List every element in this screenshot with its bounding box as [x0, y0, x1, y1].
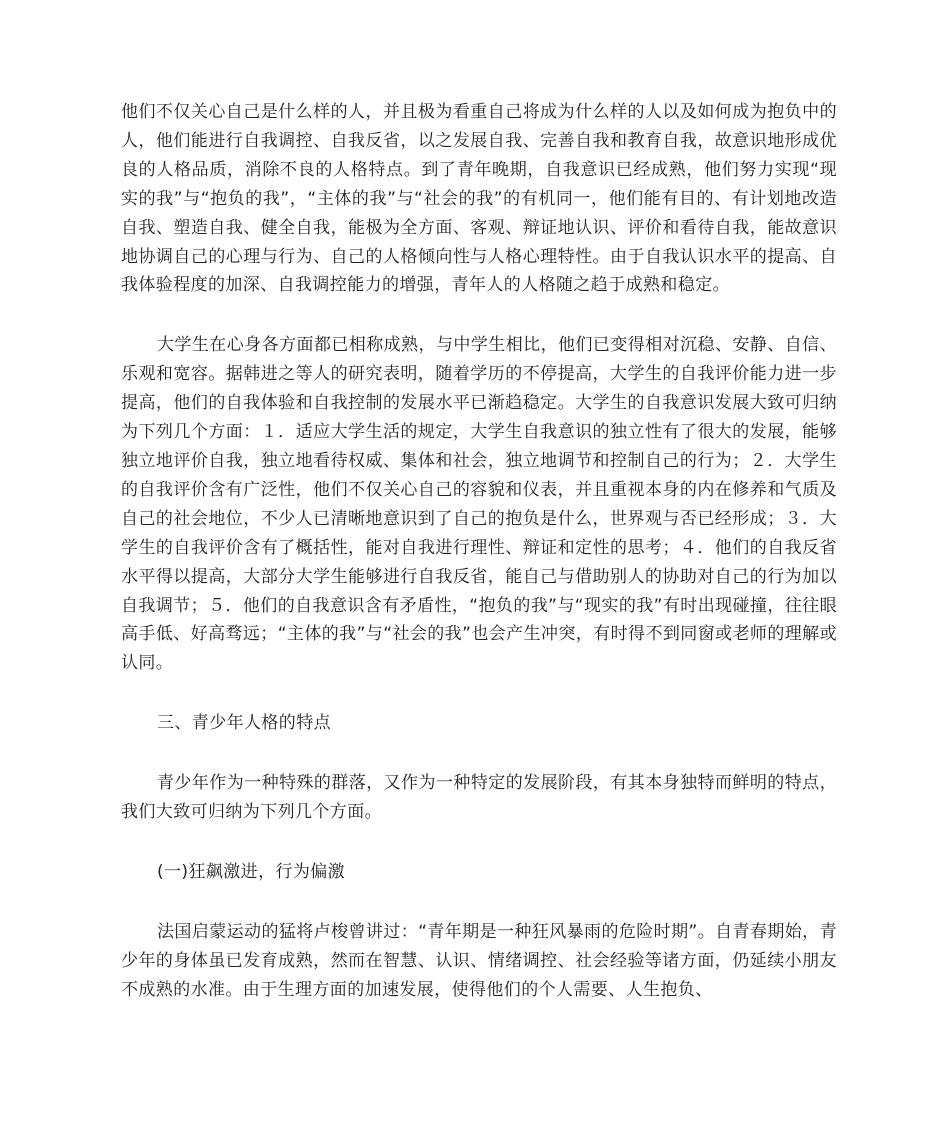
section-heading: 三、青少年人格的特点	[157, 713, 331, 734]
document-page	[121, 98, 837, 1005]
paragraph-college-students: 大学生在心身各方面都已相称成熟，与中学生相比，他们已变得相对沉稳、安静、自信、乐观和宽容。据韩进之等人的研究表明，随着学历的不停提高，大学生的自我评价能力进一步提高，他们的自我体验和自我控制的发展水平已渐趋稳定。大学生的自我意识发展大致可归纳为下列几个方面：１．适应大学生活的规定，大学生自我意识的独立性有了很大的发展，能够独立地评价自我，独立地看待权威、集体和社会，独立地调节和控制自己的行为；２．大学生的自我评价含有广泛性，他们不仅关心自己的容貌和仪表，并且重视本身的内在修养和气质及自己的社会地位，不少人已清晰地意识到了自己的抱负是什么，世界观与否已经形成；３．大学生的自我评价含有了概括性，能对自我进行理性、辩证和定性的思考；４．他们的自我反省水平得以提高，大部分大学生能够进行自我反省，能自己与借助别人的协助对自己的行为加以自我调节；５．他们的自我意识含有矛盾性，“抱负的我”与“现实的我”有时出现碰撞，往往眼高手低、好高骛远；“主体的我”与“社会的我”也会产生冲突，有时得不到同窗或老师的理解或认同。	[121, 335, 837, 674]
paragraph-rousseau: 法国启蒙运动的猛将卢梭曾讲过：“青年期是一种狂风暴雨的危险时期”。自青春期始，青少年的身体虽已发育成熟，然而在智慧、认识、情绪调控、社会经验等诸方面，仍延续小朋友不成熟的水准。由于生理方面的加速发展，使得他们的个人需要、人生抱负、	[121, 921, 837, 1000]
paragraph-self-consciousness: 他们不仅关心自己是什么样的人，并且极为看重自己将成为什么样的人以及如何成为抱负中的人，他们能进行自我调控、自我反省，以之发展自我、完善自我和教育自我，故意识地形成优良的人格品质，消除不良的人格特点。到了青年晚期，自我意识已经成熟，他们努力实现“现实的我”与“抱负的我”，“主体的我”与“社会的我”的有机同一，他们能有目的、有计划地改造自我、塑造自我、健全自我，能极为全方面、客观、辩证地认识、评价和看待自我，能故意识地协调自己的心理与行为、自己的人格倾向性与人格心理特性。由于自我认识水平的提高、自我体验程度的加深、自我调控能力的增强，青年人的人格随之趋于成熟和稳定。	[121, 102, 837, 296]
subsection-heading: (一)狂飙激进，行为偏激	[157, 861, 346, 882]
paragraph-youth-characteristics: 青少年作为一种特殊的群落，又作为一种特定的发展阶段，有其本身独特而鲜明的特点，我们大致可归纳为下列几个方面。	[121, 773, 837, 823]
